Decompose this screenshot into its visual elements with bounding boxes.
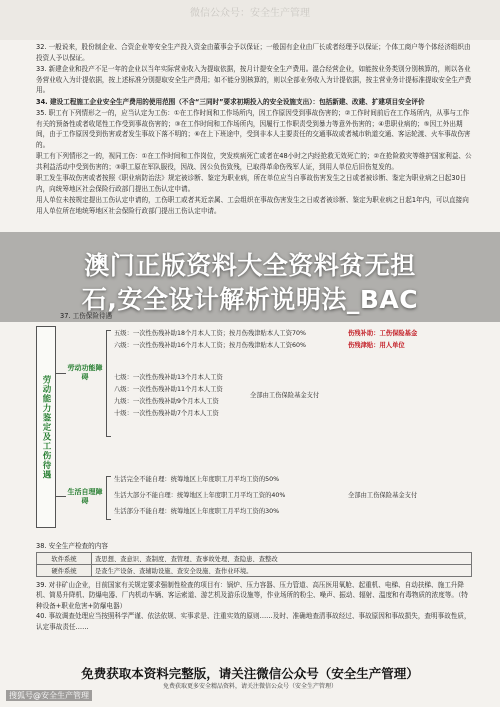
paragraph-34: 34. 建设工程施工企业安全生产费用的使用范围（不含“三同时”要求初期投入的安全设施支出）：包括新建、改建、扩建项目安全评价 — [36, 97, 425, 106]
paragraph-33: 33. 新建企业和投产不足一年的企业以当年实际营业收入为提取依据，按月计提安全生产费用。混合经营企业，如能按业务类别分别核算的，则以各业务营业收入为计提依据，按上述标准分别提取安全生产费用；如不能分别核算的，则以全部业务收入为计提依据，按主营业务计提标准提取安全生产费用。 — [36, 65, 472, 94]
source-watermark: 搜狐号@安全生产管理 — [6, 690, 92, 701]
table-row — [37, 565, 472, 577]
table-row — [37, 553, 472, 565]
self-care-partial: 生活部分不能自理：统筹地区上年度职工月平均工资的30% — [114, 508, 280, 515]
bracket — [106, 330, 111, 437]
paragraph-37: 职工发生事故伤害或者按照《职业病防治法》规定被诊断、鉴定为职业病，所在单位应当自事故伤害发生之日或者被诊断、鉴定为职业病之日起30日内，向统筹地区社会保险行政部门提出工伤认定申请。 — [36, 174, 467, 193]
paragraph-36: 职工有下列情形之一的，视同工伤：①在工作时间和工作岗位，突发疾病死亡或者在48小时之内经抢救无效死亡的；②在抢险救灾等维护国家利益、公共利益活动中受到伤害的；③职工原在军队服役，因战、因公负伤致残，已取得革命伤残军人证，到用人单位后旧伤复发的。 — [36, 152, 472, 171]
grade-7-row: 七级：一次性伤残补助13个月本人工资 — [114, 374, 223, 381]
paragraph-35: 35. 职工有下列情形之一的，应当认定为工伤：①在工作时间和工作场所内，因工作原因受到事故伤害的；②工作时间前后在工作场所内，从事与工作有关的预备性或者收尾性工作受到事故伤害的；③在工作时间和工作场所内，因履行工作职责受到暴力等意外伤害的；④患职业病的；⑤因工外出期间，由于工作原因受到伤害或者发生事故下落不明的；⑥在上下班途中，受到非本人主要责任的交通事故或者城市轨道交通、客运轮渡、火车事故伤害的。 — [36, 109, 471, 149]
header-watermark: 微信公众号：安全生产管理 — [190, 8, 310, 19]
note-fund-paid: 全部由工伤保险基金支付 — [250, 392, 320, 399]
grade-8-row: 八级：一次性伤残补助11个月本人工资 — [114, 386, 223, 393]
paragraph-37b: 用人单位未按规定提出工伤认定申请的，工伤职工或者其近亲属、工会组织在事故伤害发生之日或者被诊断、鉴定为职业病之日起1年内，可以直接向用人单位所在地统筹地区社会保险行政部门提出工伤认定申请。 — [36, 196, 469, 215]
banner-line-1: 澳门正版资料大全资料贫无担 — [84, 251, 416, 280]
grade-5-row: 五级：一次性伤残补助18个月本人工资；按月伤残津贴本人工资70% — [114, 330, 307, 337]
connector — [55, 373, 66, 374]
note-fund-paid-2: 全部由工伤保险基金支付 — [348, 492, 418, 499]
footer-subline: 免费获取更多安全精品资料，请关注微信公众号（安全生产管理） — [162, 683, 337, 690]
work-injury-diagram — [36, 312, 472, 536]
document-body — [36, 42, 472, 217]
grade-6-row: 六级：一次性伤残补助16个月本人工资；按月伤残津贴本人工资60% — [114, 342, 307, 349]
banner-line-2: 石,安全设计解析说明法_BAC — [81, 285, 419, 314]
paragraph-32: 32. 一般说来，股份制企业、合资企业等安全生产投入资金由董事会予以保证；一般国有企业由厂长或者经理予以保证；个体工商户等个体经济组织由投资人予以保证。 — [36, 43, 471, 62]
grade-9-row: 九级：一次性伤残补助9个月本人工资 — [114, 398, 219, 405]
table-cell: 查思想、查意识、查制度、查管理、查事故处理、查隐患、查整改 — [92, 553, 472, 565]
inspection-table — [36, 552, 472, 577]
footer-cta: 免费获取本资料完整版，请关注微信公众号（安全生产管理） — [81, 666, 419, 681]
note-subsidy-fund: 伤残补助：工伤保险基金 — [348, 330, 418, 337]
paragraph-39: 39. 对非矿山企业，目前国家有关规定要求强制性检查的项目有：锅炉、压力容器、压力管道、高压医用氧舱、起重机、电梯、自动扶梯、施工升降机、简易升降机、防爆电器、厂内机动车辆、客运索道、游艺机及游乐设施等，作业场所的粉尘、噪声、振动、辐射、温度和有毒物质的浓度等。（特种设备+职业危害+防爆电器） — [36, 581, 468, 610]
diagram-root-label: 劳动能力鉴定及工伤待遇 — [36, 326, 56, 528]
grade-10-row: 十级：一次性伤残补助7个月本人工资 — [114, 410, 219, 417]
note-allowance-employer: 伤残津贴：用人单位 — [348, 342, 405, 349]
section-38-title: 38. 安全生产检查的内容 — [36, 542, 108, 550]
self-care-major: 生活大部分不能自理：统筹地区上年度职工月平均工资的40% — [114, 492, 286, 499]
top-watermark-band — [0, 0, 500, 40]
diagram-caption: 37. 工伤保险待遇 — [60, 312, 113, 320]
category-labor-function: 劳动功能障碍 — [67, 364, 103, 381]
table-cell-header: 软件系统 — [37, 553, 92, 565]
bracket — [106, 476, 111, 520]
category-self-care: 生活自理障碍 — [67, 488, 103, 505]
section-38 — [36, 540, 472, 577]
table-cell: 是查生产设备、查辅助设施、查安全设施、查作业环境。 — [92, 565, 472, 577]
paragraph-40: 40. 事故调查处理应当按照科学严谨、依法依规、实事求是、注重实效的原则……及时、准确地查清事故经过、事故原因和事故损失，查明事故性质，认定事故责任…… — [36, 612, 471, 631]
section-39 — [36, 580, 472, 632]
table-cell-header: 硬件系统 — [37, 565, 92, 577]
connector — [55, 496, 66, 497]
self-care-full: 生活完全不能自理：统筹地区上年度职工月平均工资的50% — [114, 476, 280, 483]
